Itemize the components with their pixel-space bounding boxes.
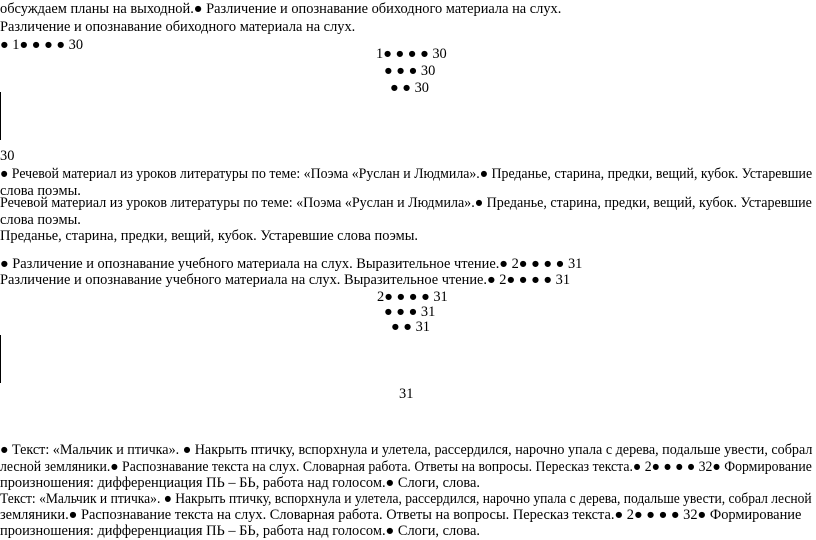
page-number: 30 [0,148,15,164]
text-line: лесной земляники.● Распознавание текста на слух. Словарная работа. Ответы на вопросы. Пересказ текста.● 2● ● ● ● 32● Формирование [0,459,812,475]
text-line: Речевой материал из уроков литературы по теме: «Поэма «Руслан и Людмила».● Преданье, старина, предки, вещий, кубок. Устаревшие [0,195,812,211]
text-line: произношения: дифференциация ПЬ – БЬ, работа над голосом.● Слоги, слова. [0,475,480,491]
centered-line: 2● ● ● ● 31 [377,289,448,305]
text-line: ● Речевой материал из уроков литературы по теме: «Поэма «Руслан и Людмила».● Преданье, старина, предки, вещий, кубок. Устаревшие [0,166,813,182]
page-number: 31 [399,386,414,402]
centered-line: ● ● 30 [390,80,429,96]
text-line: ● Текст: «Мальчик и птичка». ● Накрыть птичку, вспорхнула и улетела, рассердился, нарочно упала с дерева, подальше увести, собрал [0,442,813,458]
centered-line: 1● ● ● ● 30 [376,46,447,62]
text-line: Различение и опознавание обиходного материала на слух. [0,19,356,35]
divider-bar [0,335,1,383]
divider-bar [0,92,1,140]
text-line: земляники.● Распознавание текста на слух. Словарная работа. Ответы на вопросы. Пересказ текста.● 2● ● ● ● 32● Формирование [0,507,802,523]
centered-line: ● ● ● 30 [384,63,436,79]
text-line: произношения: дифференциация ПЬ – БЬ, работа над голосом.● Слоги, слова. [0,523,480,539]
centered-line: ● ● ● 31 [384,304,436,320]
text-line: ● 1● ● ● ● 30 [0,37,84,53]
text-line: слова поэмы. [0,212,81,228]
text-line: Преданье, старина, предки, вещий, кубок. Устаревшие слова поэмы. [0,228,419,244]
text-line: обсуждаем планы на выходной.● Различение и опознавание обиходного материала на слух. [0,1,562,17]
text-line: Текст: «Мальчик и птичка». ● Накрыть птичку, вспорхнула и улетела, рассердился, нарочно упала с дерева, подальше увести, собрал лесной [0,491,812,507]
text-line: ● Различение и опознавание учебного материала на слух. Выразительное чтение.● 2● ● ● ● 31 [0,256,583,272]
text-line: слова поэмы. [0,183,81,199]
text-line: Различение и опознавание учебного материала на слух. Выразительное чтение.● 2● ● ● ● 31 [0,272,571,288]
centered-line: ● ● 31 [391,319,430,335]
